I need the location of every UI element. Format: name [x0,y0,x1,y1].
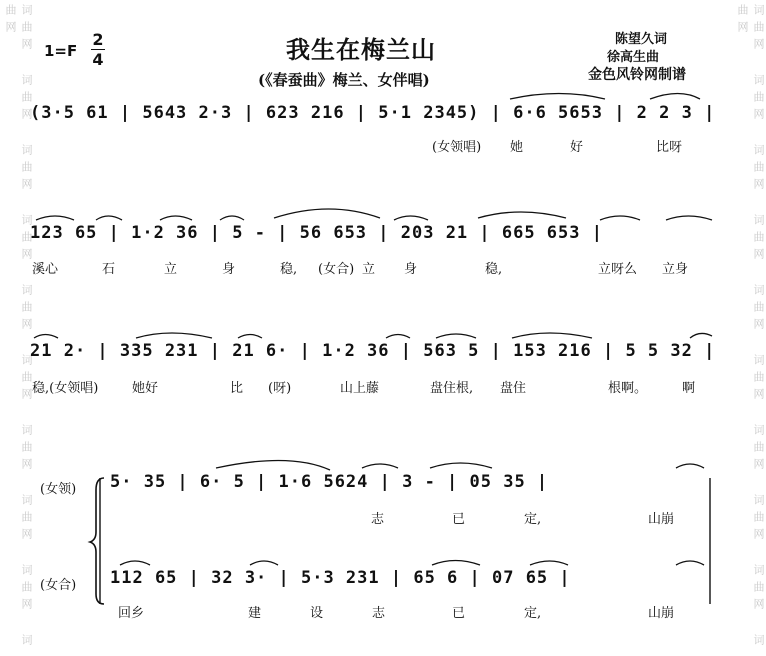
slur [34,335,58,339]
part-label-lead: (女领) [40,482,77,497]
slur [690,333,712,338]
lyric: 溪心 [32,262,59,277]
score-line-2: 123 65 | 1·2 36 | 5 - | 56 653 | 203 21 | 665 653 | [30,223,603,243]
lyric: 已 [452,512,466,527]
lyric: 稳, [280,262,298,277]
lyric: (女合) [318,262,355,277]
slur [666,216,712,220]
lyric: 稳,(女领唱) [32,381,99,396]
lyric: 比 [230,381,244,396]
lyric: 定, [524,512,542,527]
slur [120,561,150,565]
part-label-chorus: (女合) [40,578,77,593]
slur [136,333,212,338]
system-brace [90,478,104,604]
slur [676,561,704,565]
slur [478,212,566,218]
slur [676,464,704,468]
key-signature: 1=F [44,42,78,60]
slur [96,216,122,220]
score-line-chorus: 112 65 | 32 3· | 5·3 231 | 65 6 | 07 65 | [110,568,571,588]
lyric: 好 [570,140,584,155]
lyric: 设 [310,606,324,621]
slur [436,334,476,338]
lyric: 稳, [485,262,503,277]
slur [650,94,700,100]
lyric: 石 [102,262,116,277]
lyric: 立 [164,262,178,277]
time-signature [91,31,105,68]
slur [394,216,428,220]
slur [238,335,262,339]
slur [36,216,74,220]
slur [220,216,244,220]
slur [216,460,330,470]
transcriber-credit: 金色风铃网制谱 [588,67,686,83]
slur [362,464,398,468]
lyric: 山上藤 [340,381,380,396]
lyric: (女领唱) [432,140,482,155]
song-title: 我生在梅兰山 [286,35,436,64]
slur [600,216,640,220]
lyric: 志 [371,512,385,527]
lyric: 她 [510,140,524,155]
slur [430,463,492,468]
slur [160,216,192,220]
slur [386,335,410,339]
lyric: 山崩 [648,512,675,527]
lyric: 她好 [132,381,159,396]
time-signature-numerator: 2 [92,30,104,49]
slur [530,561,568,565]
lyric: 身 [222,262,236,277]
score-line-1: (3·5 61 | 5643 2·3 | 623 216 | 5·1 2345) | 6·6 5653 | 2 2 3 | [30,103,716,123]
slur [512,333,592,338]
lyric: 身 [404,262,418,277]
lyric: 回乡 [118,606,145,621]
slur [510,94,605,100]
watermark-right: 词曲网 词曲网 词曲网 词曲网 词曲网 词曲网 词曲网 词曲网 词曲网 词曲网 [736,4,765,651]
lyric: 啊 [682,381,696,396]
lyric: 志 [372,606,386,621]
song-subtitle: (《春蚕曲》梅兰、女伴唱) [258,71,430,89]
score-line-3: 21 2· | 335 231 | 21 6· | 1·2 36 | 563 5 | 153 216 | 5 5 32 | [30,341,716,361]
lyric: 定, [524,606,542,621]
lyric: 比呀 [656,140,683,155]
time-signature-denominator: 4 [92,50,104,69]
lyric: 盘住 [500,381,527,396]
lyric: 立身 [662,262,689,277]
lyric: 建 [248,606,262,621]
composer-credit: 徐高生曲 [607,50,660,65]
lyric: 山崩 [648,606,675,621]
watermark-left: 词曲网 词曲网 词曲网 词曲网 词曲网 词曲网 词曲网 词曲网 词曲网 词曲网 [4,4,33,651]
lyricist-credit: 陈望久词 [615,32,668,47]
score-line-lead: 5· 35 | 6· 5 | 1·6 5624 | 3 - | 05 35 | [110,472,549,492]
lyric: (呀) [268,381,292,396]
lyric: 已 [452,606,466,621]
lyric: 立呀么 [598,262,638,277]
lyric: 立 [362,262,376,277]
lyric: 根啊。 [608,381,648,396]
slur [274,209,380,218]
lyric: 盘住根, [430,381,474,396]
slur [432,561,480,566]
slur [250,561,278,565]
